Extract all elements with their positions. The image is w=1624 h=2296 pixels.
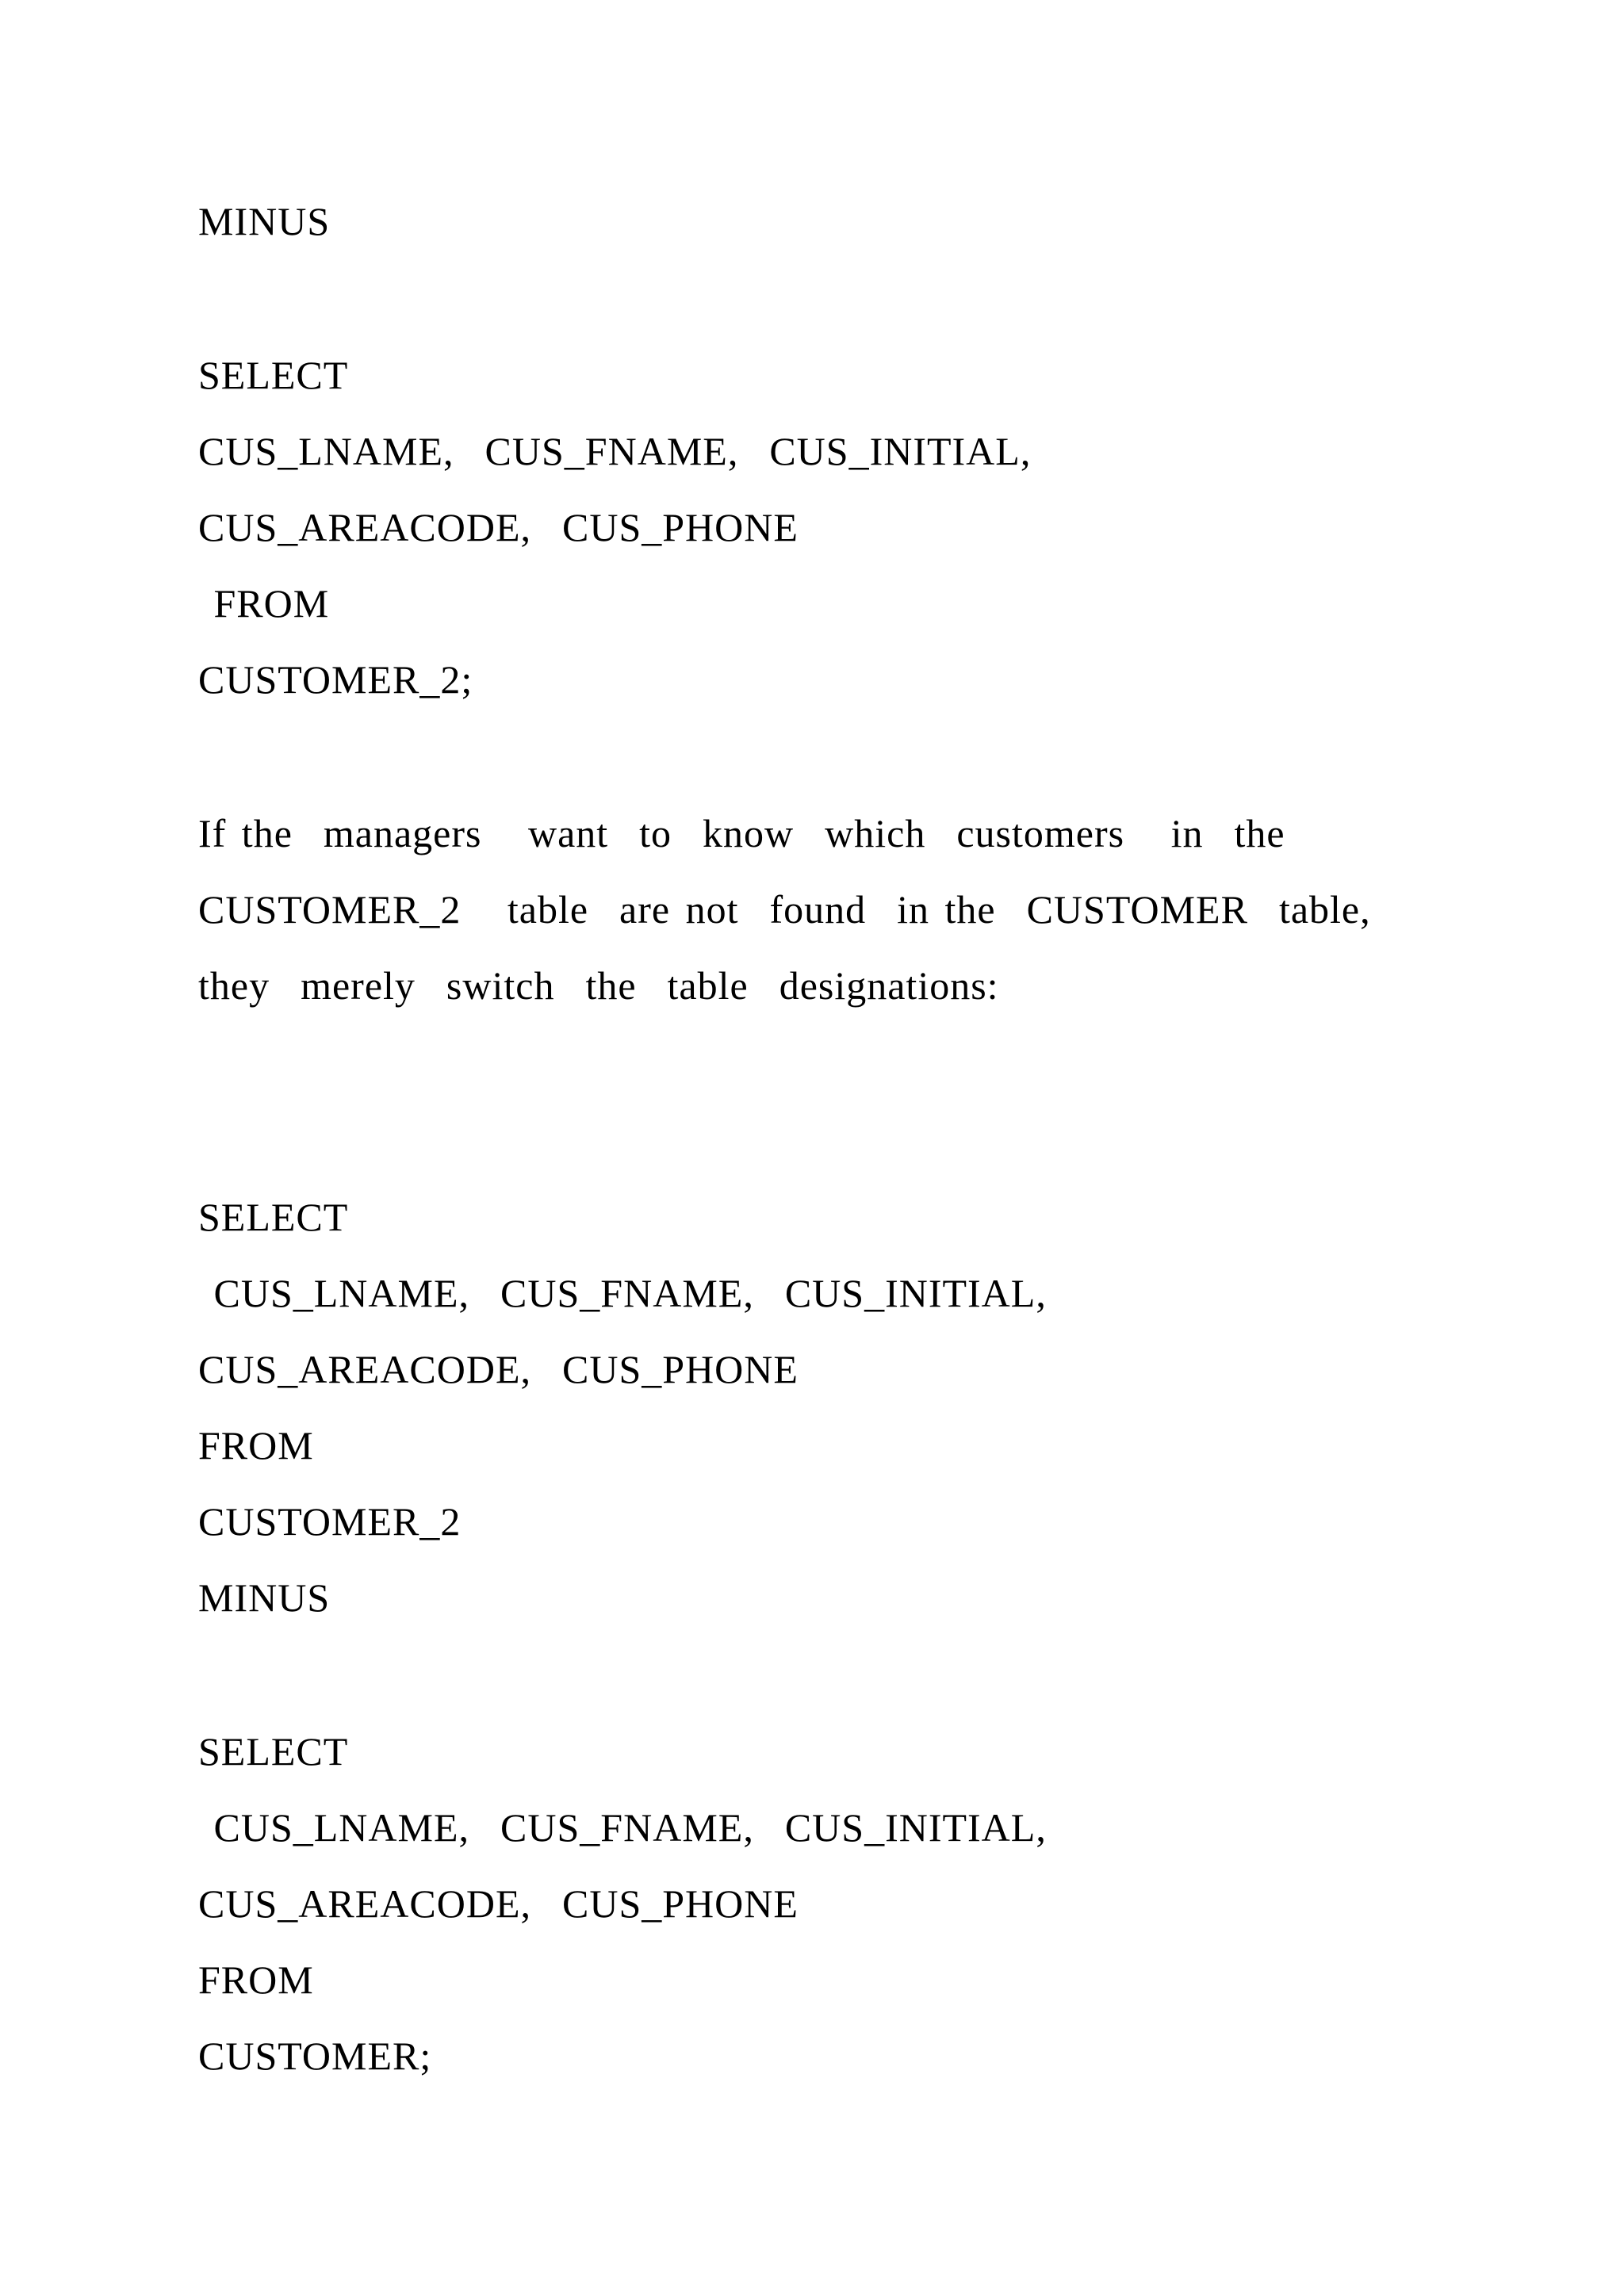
paragraph-line: CUSTOMER_2 table are not found in the CUSTOMER table, <box>198 887 1371 932</box>
sql-columns-line: CUS_LNAME, CUS_FNAME, CUS_INITIAL, <box>198 429 1032 473</box>
sql-keyword-from: FROM <box>198 1423 314 1468</box>
sql-table-name: CUSTOMER_2 <box>198 1499 462 1544</box>
sql-keyword-minus: MINUS <box>198 199 331 243</box>
sql-table-name: CUSTOMER; <box>198 2034 432 2078</box>
sql-columns-line: CUS_AREACODE, CUS_PHONE <box>198 1347 799 1391</box>
sql-columns-line: CUS_LNAME, CUS_FNAME, CUS_INITIAL, <box>198 1271 1047 1315</box>
sql-columns-line: CUS_AREACODE, CUS_PHONE <box>198 1881 799 1926</box>
sql-keyword-select: SELECT <box>198 1729 349 1774</box>
sql-keyword-from: FROM <box>198 1957 314 2002</box>
sql-keyword-select: SELECT <box>198 353 349 397</box>
sql-table-name: CUSTOMER_2; <box>198 657 473 702</box>
paragraph-line: If the managers want to know which customers in the <box>198 811 1285 855</box>
paragraph-line: they merely switch the table designations: <box>198 963 999 1008</box>
sql-columns-line: CUS_AREACODE, CUS_PHONE <box>198 505 799 549</box>
sql-columns-line: CUS_LNAME, CUS_FNAME, CUS_INITIAL, <box>198 1805 1047 1850</box>
sql-keyword-select: SELECT <box>198 1195 349 1239</box>
sql-keyword-from: FROM <box>198 581 330 626</box>
sql-keyword-minus: MINUS <box>198 1575 331 1620</box>
